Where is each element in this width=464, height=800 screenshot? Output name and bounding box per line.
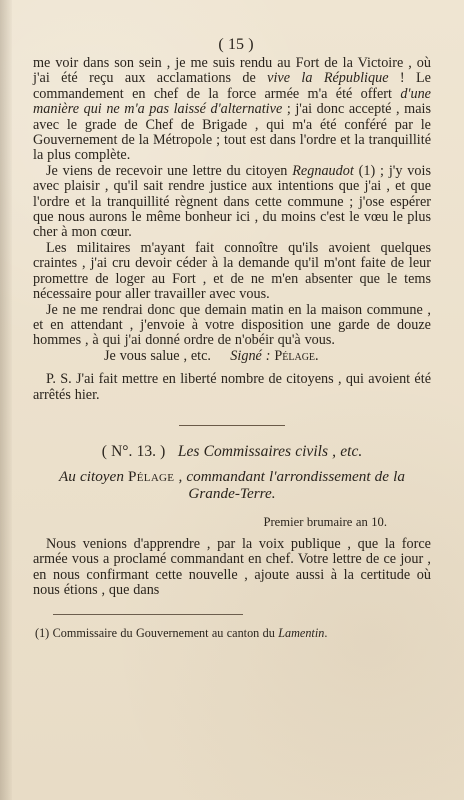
paragraph-2: [33, 164, 431, 241]
paragraph-1-text-c: ; j'ai donc accepté , mais avec le grade de Chef de Brigade , qui m'a été conféré par le Gouvernement de la Métropole ; tout est dans l'ordre et la tranquillité la plus complète.: [33, 101, 431, 164]
paragraph-2-italic: Regnaudot: [292, 162, 354, 179]
page-content: [33, 35, 431, 640]
salutation-text: Je vous salue , etc.: [104, 347, 211, 364]
paragraph-4: Je ne me rendrai donc que demain matin en la maison commune , et en attendant , j'envoie à votre disposition une garde de douze hommes , à qui j'ai donné ordre de n'obéir qu'à vous.: [33, 301, 431, 349]
addressee-suffix: , commandant l'arrondissement de la Grande-Terre.: [178, 467, 405, 502]
section-divider: [179, 425, 285, 426]
page-number: ( 15 ): [218, 36, 254, 53]
signature-label: Signé :: [230, 347, 271, 364]
paragraph-2-text-a: Je viens de recevoir une lettre du citoyen: [46, 162, 293, 179]
footnote-place: Lamentin: [278, 625, 325, 640]
footnote-suffix: .: [324, 625, 328, 640]
paragraph-1-italic-2: d'une manière qui ne m'a pas laissé d'alternative: [33, 85, 431, 118]
paragraph-1-text-b: ! Le commandement en chef de la force armée m'a été offert: [33, 70, 431, 102]
addressee-name: Pélage: [128, 467, 175, 485]
letter-number: ( N°. 13. ): [101, 442, 166, 460]
postscript: P. S. J'ai fait mettre en liberté nombre de citoyens , qui avoient été arrêtés hier.: [33, 371, 431, 403]
letter-2-body: Nous venions d'apprendre , par la voix publique , que la force armée vous a proclamé commandant en chef. Votre lettre de ce jour , en nous confirmant cette nouvelle , ajoute aussi à la certitude où nous étions , que dans: [33, 535, 431, 599]
footnote-prefix: (1) Commissaire du Gouvernement au canton du: [35, 625, 275, 640]
addressee-block: [33, 468, 431, 502]
letter-heading-italic: Les Commissaires civils , etc.: [177, 442, 363, 460]
paragraph-2-text-b: (1) ; j'y vois avec plaisir , qu'il sait rendre justice aux intentions que j'ai , et que l'ordre et la tranquillité règnent dans cette commune ; j'ose espérer que nous aurons le même bonheur ici , du moins c'est le vœu le plus cher à mon cœur.: [33, 162, 431, 241]
paragraph-3: Les militaires m'ayant fait connoître qu'ils avoient quelques craintes , j'ai cru devoir céder à la demande qu'il m'ont faite de leur promettre de loger au Fort , et de ne m'en absenter que le tems nécessaire pour aller travailler avec vous.: [33, 239, 431, 303]
paragraph-1-text-a: me voir dans son sein , je me suis rendu au Fort de la Victoire , où j'ai été reçu aux acclamations de: [33, 55, 431, 87]
page-gutter-shadow: [0, 0, 12, 800]
footnote-rule: [53, 614, 243, 615]
salutation-line: [104, 349, 431, 364]
paragraph-1: [33, 56, 431, 164]
paragraph-1-italic-1: vive la République: [267, 70, 389, 87]
letter-heading: [33, 443, 431, 461]
footnote: [35, 626, 431, 640]
signature-name: Pélage.: [274, 347, 319, 364]
addressee-prefix: Au citoyen: [59, 467, 124, 485]
date-line: Premier brumaire an 10.: [263, 514, 387, 529]
